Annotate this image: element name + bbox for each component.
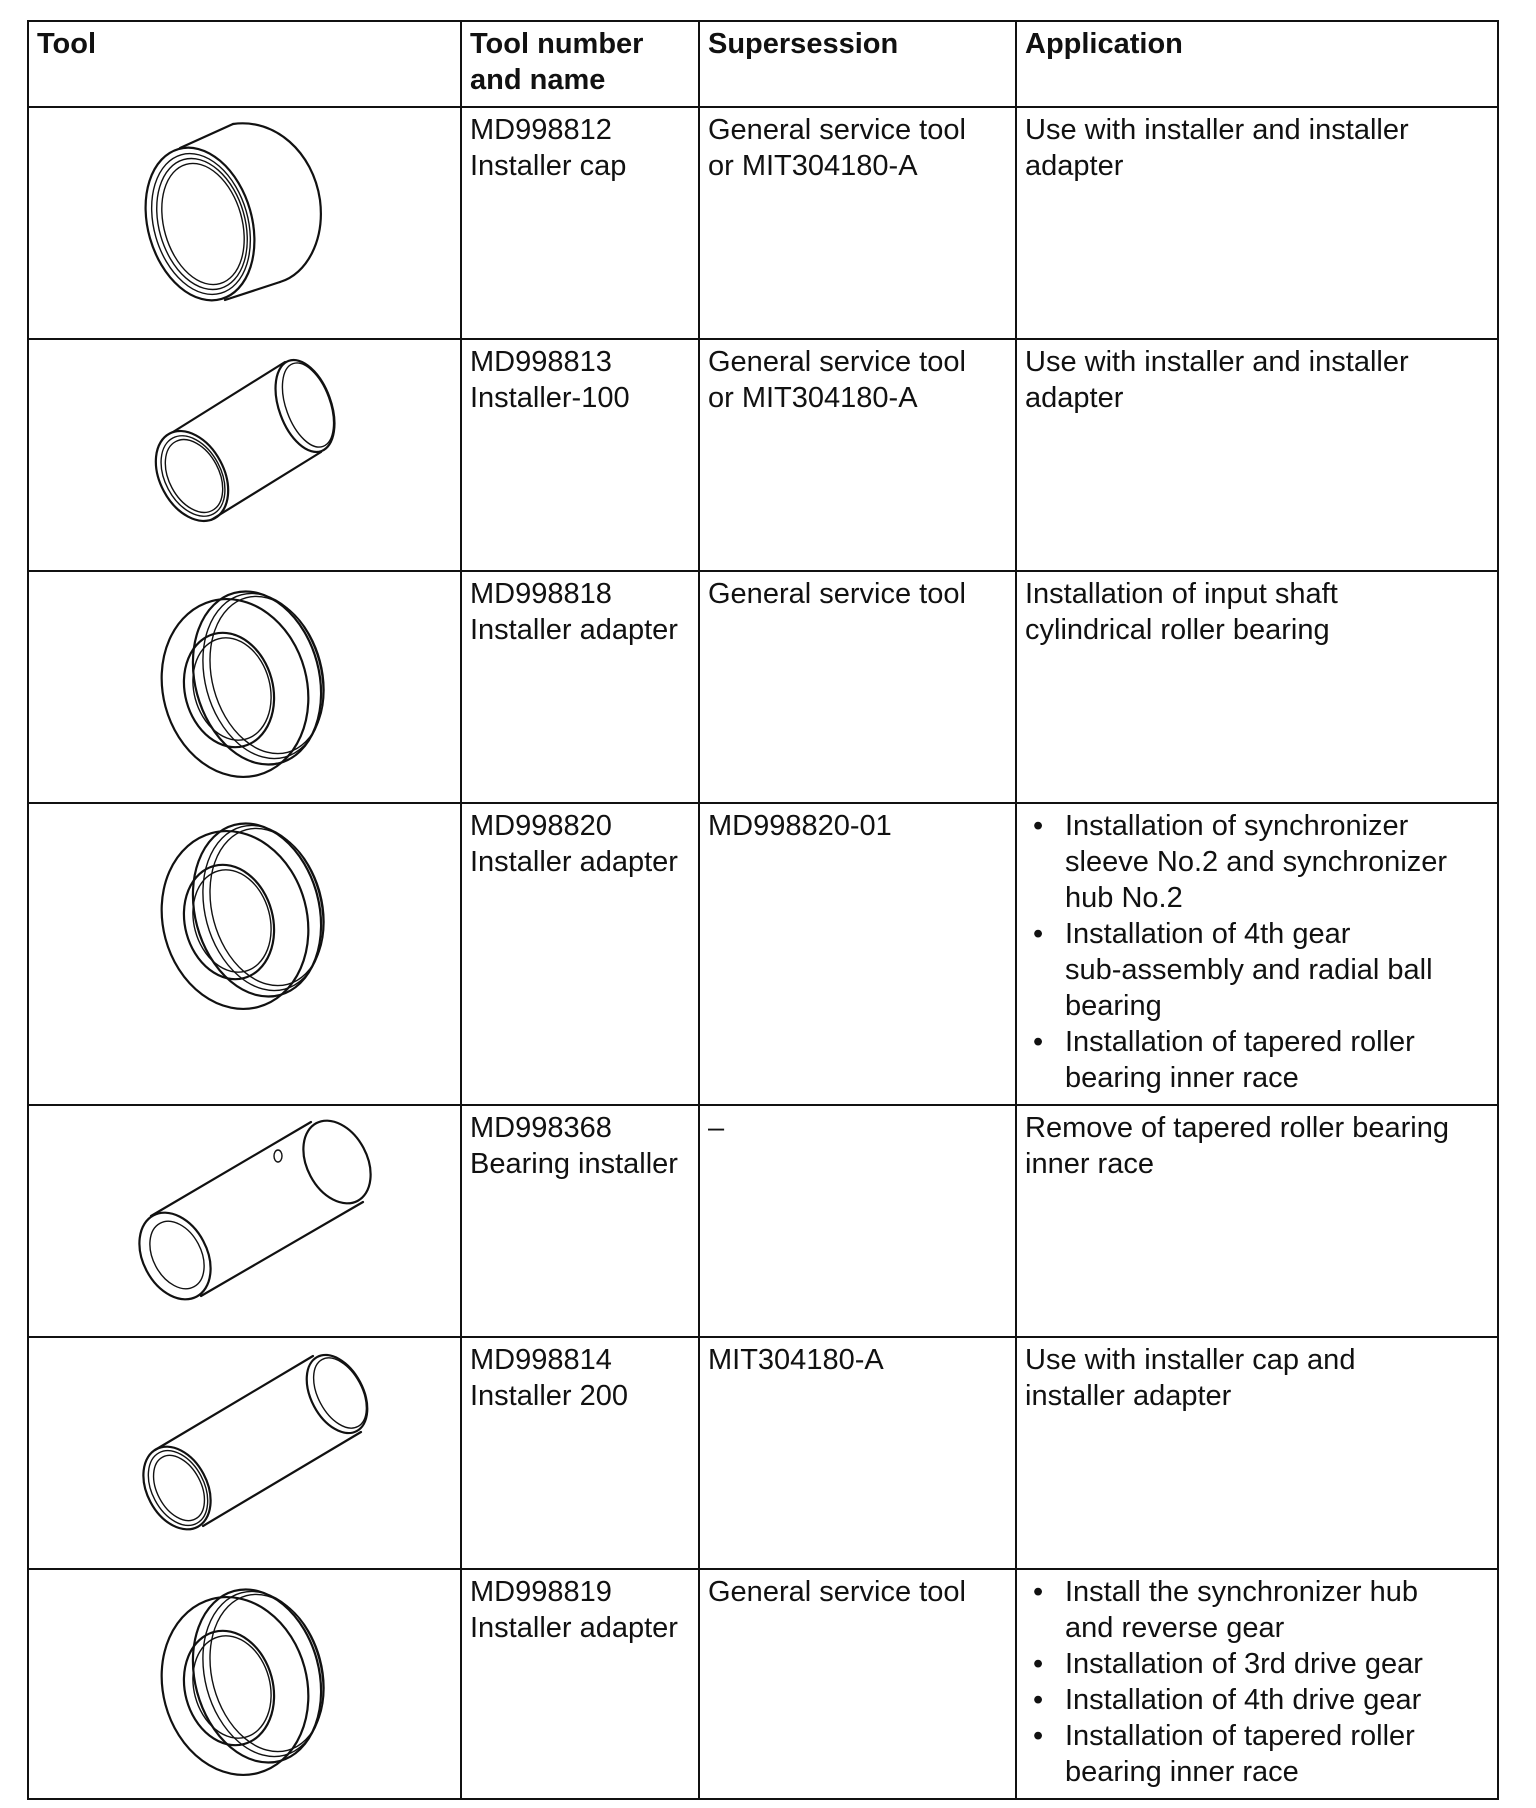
list-item: • Installation of 4th gear sub-assembly and radial ball bearing [1025,916,1489,1024]
tool-number-cell [461,803,699,1105]
tool-number: MD998820 [470,810,612,842]
list-item: • Installation of 3rd drive gear [1025,1646,1489,1682]
header-application: Application [1016,21,1498,107]
tool-name: Installer-100 [470,382,630,414]
tool-image-cell [28,1105,461,1337]
tool-name: Installer cap [470,150,627,182]
tool-number: MD998818 [470,578,612,610]
installer-adapter-icon [125,808,365,1018]
tool-image-cell [28,1569,461,1799]
supersession-cell: MIT304180-A [699,1337,1016,1569]
bearing-installer-icon [115,1110,375,1310]
header-tool-number: Tool number and name [461,21,699,107]
installer-cap-icon [125,112,365,312]
tool-image-cell [28,107,461,339]
application-list [1025,1574,1489,1790]
installer-100-icon [125,344,365,544]
supersession-cell: General service tool or MIT304180-A [699,107,1016,339]
tool-number: MD998814 [470,1344,612,1376]
installer-adapter-icon [125,1574,365,1784]
tool-name: Bearing installer [470,1148,678,1180]
tool-image-cell [28,1337,461,1569]
header-tool: Tool [28,21,461,107]
tool-number: MD998812 [470,114,612,146]
application-cell: Remove of tapered roller bearing inner race [1016,1105,1498,1337]
supersession-cell: – [699,1105,1016,1337]
application-cell: Use with installer and installer adapter [1016,107,1498,339]
application-cell [1016,1569,1498,1799]
supersession-cell: General service tool [699,571,1016,803]
table-header-row [28,21,1498,107]
installer-200-icon [115,1342,375,1542]
tool-number-cell [461,1569,699,1799]
tool-name: Installer 200 [470,1380,628,1412]
tool-name: Installer adapter [470,614,678,646]
table-row [28,571,1498,803]
tool-image-cell [28,571,461,803]
list-item: • Installation of tapered roller bearing inner race [1025,1024,1489,1096]
tool-name: Installer adapter [470,1612,678,1644]
tool-number: MD998368 [470,1112,612,1144]
table-row [28,803,1498,1105]
tool-number-cell [461,339,699,571]
supersession-cell: General service tool or MIT304180-A [699,339,1016,571]
supersession-cell: General service tool [699,1569,1016,1799]
installer-adapter-icon [125,576,365,786]
tool-image-cell [28,803,461,1105]
list-item: • Installation of 4th drive gear [1025,1682,1489,1718]
list-item: • Installation of synchronizer sleeve No.2 and synchronizer hub No.2 [1025,808,1489,916]
tool-number-cell [461,107,699,339]
application-cell: Use with installer and installer adapter [1016,339,1498,571]
tool-number-cell [461,571,699,803]
application-cell [1016,803,1498,1105]
table-row [28,107,1498,339]
tool-name: Installer adapter [470,846,678,878]
list-item: • Install the synchronizer hub and reverse gear [1025,1574,1489,1646]
table-row [28,1569,1498,1799]
tool-number-cell [461,1337,699,1569]
special-tools-table [27,20,1499,1800]
table-row [28,339,1498,571]
table-row [28,1337,1498,1569]
table-row [28,1105,1498,1337]
application-cell: Use with installer cap and installer adapter [1016,1337,1498,1569]
application-cell: Installation of input shaft cylindrical roller bearing [1016,571,1498,803]
supersession-cell: MD998820-01 [699,803,1016,1105]
list-item: • Installation of tapered roller bearing inner race [1025,1718,1489,1790]
tool-image-cell [28,339,461,571]
tool-number: MD998813 [470,346,612,378]
application-list [1025,808,1489,1096]
tool-number-cell [461,1105,699,1337]
tool-number: MD998819 [470,1576,612,1608]
header-supersession: Supersession [699,21,1016,107]
